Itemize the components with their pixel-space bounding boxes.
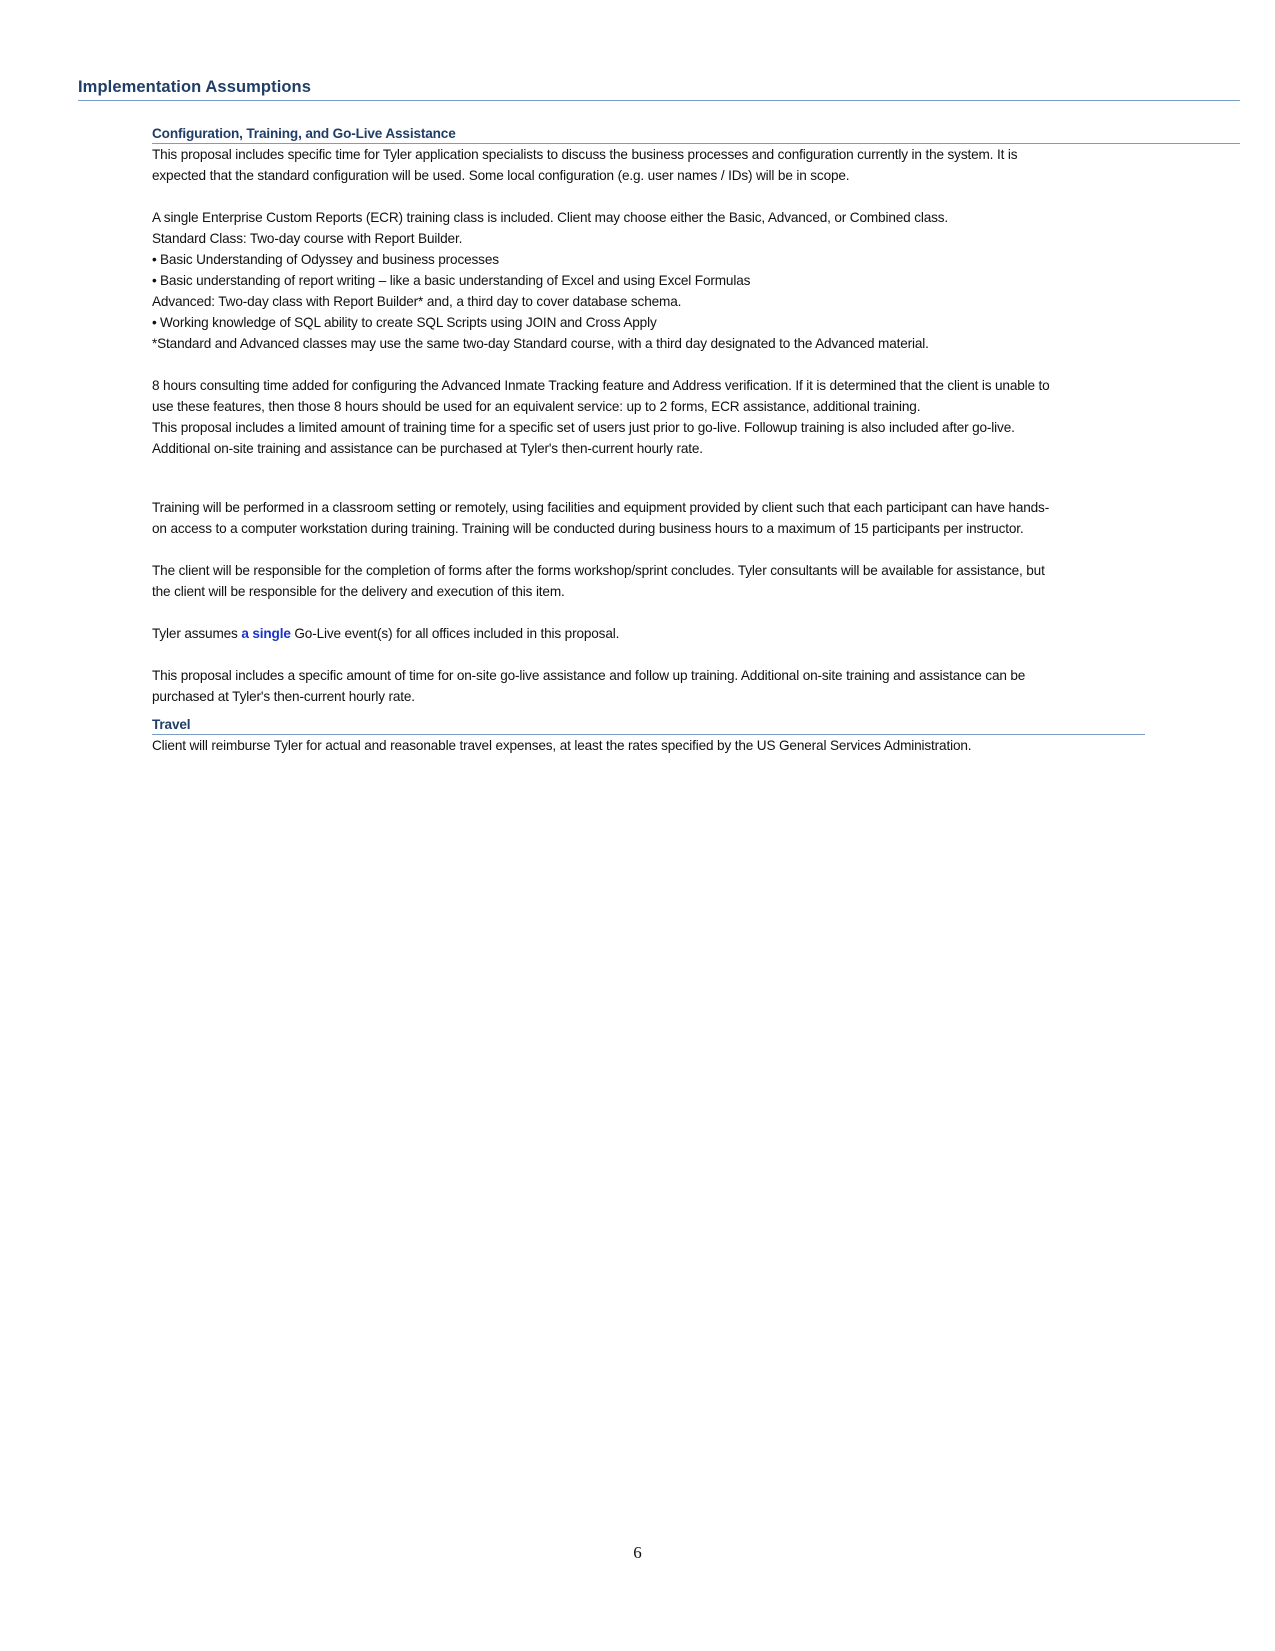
golive-prefix: Tyler assumes xyxy=(152,626,242,641)
classroom-line-2: on access to a computer workstation during training. Training will be conducted during business hours to a maximum of 15 participants per instructor. xyxy=(152,521,1024,536)
section-title-travel: Travel xyxy=(152,716,1145,735)
bullet-icon: • xyxy=(152,315,157,330)
paragraph-intro xyxy=(152,144,1240,186)
forms-line-2: the client will be responsible for the delivery and execution of this item. xyxy=(152,584,565,599)
paragraph-travel: Client will reimburse Tyler for actual and reasonable travel expenses, at least the rates specified by the US General Services Administration. xyxy=(152,738,972,753)
onsite-line-2: purchased at Tyler's then-current hourly rate. xyxy=(152,689,415,704)
forms-line-1: The client will be responsible for the completion of forms after the forms workshop/sprint concludes. Tyler consultants will be available for assistance, but xyxy=(152,563,1045,578)
classroom-line-1: Training will be performed in a classroom setting or remotely, using facilities and equipment provided by client such that each participant can have hands- xyxy=(152,500,1050,515)
onsite-line-1: This proposal includes a specific amount of time for on-site go-live assistance and follow up training. Additional on-site training and assistance can be xyxy=(152,668,1026,683)
bullet-item: Basic Understanding of Odyssey and business processes xyxy=(160,252,499,267)
bullet-icon: • xyxy=(152,273,157,288)
paragraph-ecr xyxy=(152,207,1240,354)
ecr-intro: A single Enterprise Custom Reports (ECR) training class is included. Client may choose either the Basic, Advanced, or Combined class. xyxy=(152,210,949,225)
standard-class: Standard Class: Two-day course with Report Builder. xyxy=(152,231,463,246)
paragraph-golive xyxy=(152,623,1240,644)
paragraph-intro-line-2: expected that the standard configuration will be used. Some local configuration (e.g. user names / IDs) will be in scope. xyxy=(152,168,850,183)
paragraph-classroom xyxy=(152,497,1240,539)
paragraph-forms xyxy=(152,560,1240,602)
consult-line-2: use these features, then those 8 hours should be used for an equivalent service: up to 2 forms, ECR assistance, additional training. xyxy=(152,399,921,414)
paragraph-intro-line-1: This proposal includes specific time for Tyler application specialists to discuss the business processes and configuration currently in the system. It is xyxy=(152,147,1018,162)
bullet-item: Working knowledge of SQL ability to create SQL Scripts using JOIN and Cross Apply xyxy=(160,315,657,330)
consult-line-1: 8 hours consulting time added for configuring the Advanced Inmate Tracking feature and Address verification. If it is determined that the client is unable to xyxy=(152,378,1050,393)
golive-highlight: a single xyxy=(241,626,291,641)
standard-note: *Standard and Advanced classes may use the same two-day Standard course, with a third day designated to the Advanced material. xyxy=(152,336,929,351)
training-time-line-2: Additional on-site training and assistance can be purchased at Tyler's then-current hourly rate. xyxy=(152,441,703,456)
bullet-item: Basic understanding of report writing – like a basic understanding of Excel and using Excel Formulas xyxy=(160,273,751,288)
advanced-class: Advanced: Two-day class with Report Builder* and, a third day to cover database schema. xyxy=(152,294,682,309)
bullet-icon: • xyxy=(152,252,157,267)
training-time-line-1: This proposal includes a limited amount of training time for a specific set of users just prior to go-live. Followup training is also included after go-live. xyxy=(152,420,1015,435)
content-body xyxy=(152,125,1240,756)
page-heading: Implementation Assumptions xyxy=(78,78,1240,101)
paragraph-consulting xyxy=(152,375,1240,459)
golive-suffix: Go-Live event(s) for all offices included in this proposal. xyxy=(290,626,620,641)
page-number: 6 xyxy=(633,1543,642,1562)
section-title-configuration: Configuration, Training, and Go-Live Assistance xyxy=(152,125,1240,144)
paragraph-onsite xyxy=(152,665,1240,707)
